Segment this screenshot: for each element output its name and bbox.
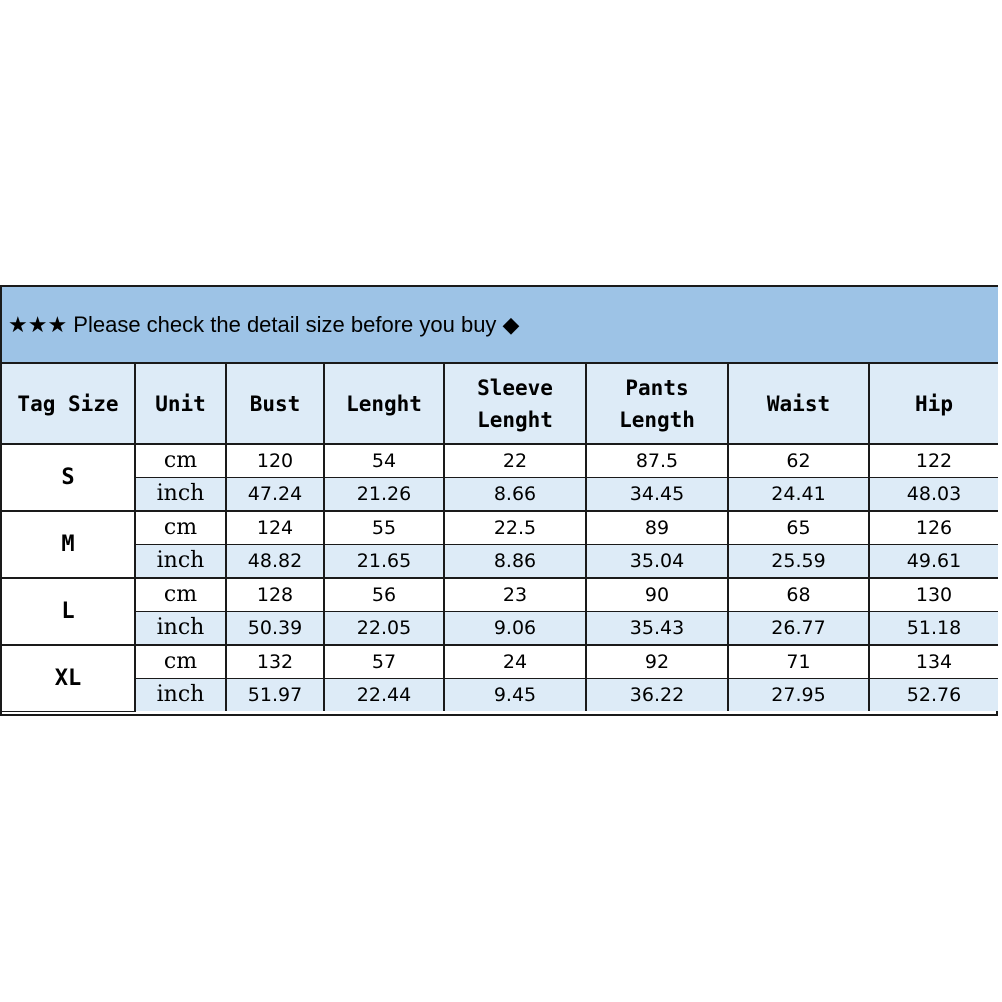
table-row bbox=[2, 545, 998, 579]
bust-cell: 51.97 bbox=[226, 679, 324, 712]
unit-cell: cm bbox=[135, 578, 226, 612]
header-tag-size: Tag Size bbox=[2, 364, 135, 444]
size-table bbox=[2, 364, 998, 712]
header-waist: Waist bbox=[728, 364, 869, 444]
length-cell: 55 bbox=[324, 511, 444, 545]
hip-cell: 51.18 bbox=[869, 612, 998, 646]
bust-cell: 50.39 bbox=[226, 612, 324, 646]
waist-cell: 68 bbox=[728, 578, 869, 612]
sleeve-length-cell: 8.66 bbox=[444, 478, 586, 512]
size-chart bbox=[0, 285, 998, 716]
unit-cell: cm bbox=[135, 444, 226, 478]
pants-length-cell: 90 bbox=[586, 578, 728, 612]
waist-cell: 62 bbox=[728, 444, 869, 478]
length-cell: 21.26 bbox=[324, 478, 444, 512]
length-cell: 54 bbox=[324, 444, 444, 478]
length-cell: 21.65 bbox=[324, 545, 444, 579]
hip-cell: 49.61 bbox=[869, 545, 998, 579]
table-row bbox=[2, 478, 998, 512]
sleeve-length-cell: 23 bbox=[444, 578, 586, 612]
hip-cell: 122 bbox=[869, 444, 998, 478]
bust-cell: 124 bbox=[226, 511, 324, 545]
tag-size-cell: M bbox=[2, 511, 135, 578]
pants-length-cell: 89 bbox=[586, 511, 728, 545]
sleeve-length-cell: 9.06 bbox=[444, 612, 586, 646]
table-row bbox=[2, 511, 998, 545]
header-hip: Hip bbox=[869, 364, 998, 444]
unit-cell: cm bbox=[135, 645, 226, 679]
sleeve-length-cell: 24 bbox=[444, 645, 586, 679]
waist-cell: 24.41 bbox=[728, 478, 869, 512]
hip-cell: 130 bbox=[869, 578, 998, 612]
pants-length-cell: 92 bbox=[586, 645, 728, 679]
unit-cell: inch bbox=[135, 545, 226, 579]
length-cell: 57 bbox=[324, 645, 444, 679]
tag-size-cell: L bbox=[2, 578, 135, 645]
pants-length-cell: 34.45 bbox=[586, 478, 728, 512]
bust-cell: 128 bbox=[226, 578, 324, 612]
size-chart-banner: ★★★ Please check the detail size before you buy ◆ bbox=[2, 287, 998, 364]
bust-cell: 120 bbox=[226, 444, 324, 478]
sleeve-length-cell: 8.86 bbox=[444, 545, 586, 579]
table-row bbox=[2, 679, 998, 712]
unit-cell: inch bbox=[135, 612, 226, 646]
bust-cell: 132 bbox=[226, 645, 324, 679]
pants-length-cell: 87.5 bbox=[586, 444, 728, 478]
hip-cell: 134 bbox=[869, 645, 998, 679]
unit-cell: inch bbox=[135, 679, 226, 712]
table-row bbox=[2, 612, 998, 646]
header-length: Lenght bbox=[324, 364, 444, 444]
waist-cell: 71 bbox=[728, 645, 869, 679]
header-bust: Bust bbox=[226, 364, 324, 444]
sleeve-length-cell: 22.5 bbox=[444, 511, 586, 545]
sleeve-length-cell: 22 bbox=[444, 444, 586, 478]
waist-cell: 25.59 bbox=[728, 545, 869, 579]
table-row bbox=[2, 645, 998, 679]
tag-size-cell: XL bbox=[2, 645, 135, 711]
header-unit: Unit bbox=[135, 364, 226, 444]
length-cell: 22.05 bbox=[324, 612, 444, 646]
hip-cell: 126 bbox=[869, 511, 998, 545]
header-row bbox=[2, 364, 998, 444]
hip-cell: 52.76 bbox=[869, 679, 998, 712]
sleeve-length-cell: 9.45 bbox=[444, 679, 586, 712]
unit-cell: cm bbox=[135, 511, 226, 545]
hip-cell: 48.03 bbox=[869, 478, 998, 512]
table-row bbox=[2, 578, 998, 612]
waist-cell: 27.95 bbox=[728, 679, 869, 712]
header-sleeve-length: Sleeve Lenght bbox=[444, 364, 586, 444]
pants-length-cell: 35.04 bbox=[586, 545, 728, 579]
length-cell: 56 bbox=[324, 578, 444, 612]
tag-size-cell: S bbox=[2, 444, 135, 511]
bust-cell: 47.24 bbox=[226, 478, 324, 512]
bust-cell: 48.82 bbox=[226, 545, 324, 579]
pants-length-cell: 36.22 bbox=[586, 679, 728, 712]
unit-cell: inch bbox=[135, 478, 226, 512]
table-row bbox=[2, 444, 998, 478]
header-pants-length: Pants Length bbox=[586, 364, 728, 444]
waist-cell: 26.77 bbox=[728, 612, 869, 646]
length-cell: 22.44 bbox=[324, 679, 444, 712]
pants-length-cell: 35.43 bbox=[586, 612, 728, 646]
waist-cell: 65 bbox=[728, 511, 869, 545]
